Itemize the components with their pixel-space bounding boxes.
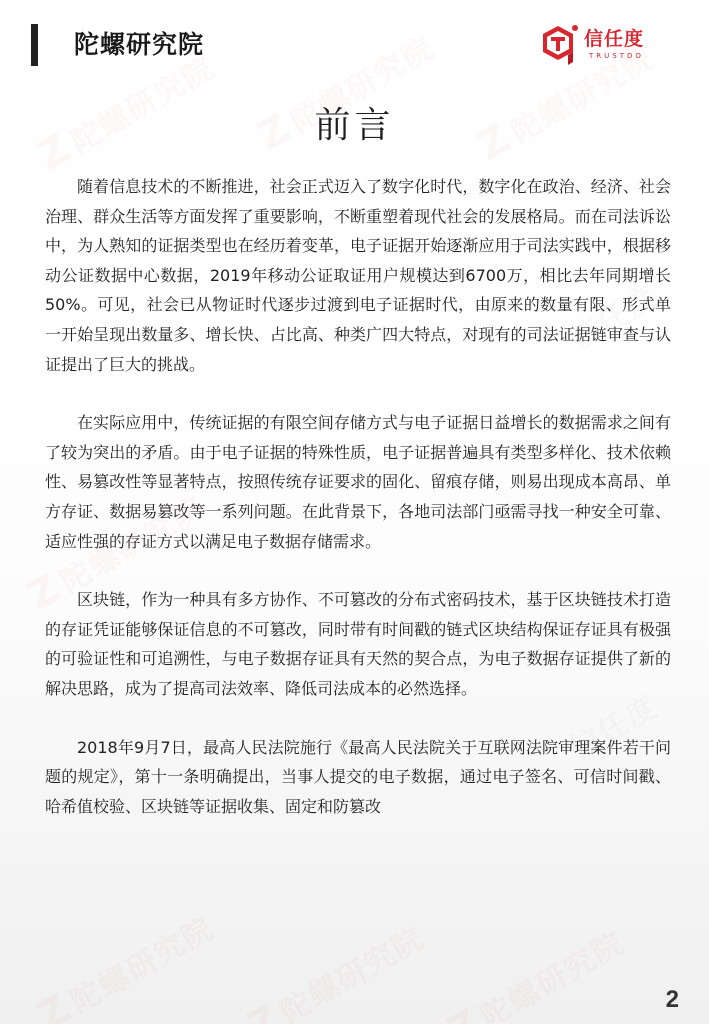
trustdo-logo [540,22,690,72]
page-number: 2 [665,986,679,1013]
paragraph: 在实际应用中，传统证据的有限空间存储方式与电子证据日益增长的数据需求之间有了较为突出的矛盾。由于电子证据的特殊性质，电子证据普遍具有类型多样化、技术依赖性、易篡改性等显著特点，按照传统存证要求的固化、留痕存储，则易出现成本高昂、单方存证、数据易篡改等一系列问题。在此背景下，各地司法部门亟需寻找一种安全可靠、适应性强的存证方式以满足电子数据存储需求。 [45,413,671,551]
watermark-text [440,917,632,1024]
watermark-text [240,912,432,1024]
document-body [45,172,671,850]
page-header [0,0,709,80]
watermark-text: 信任度 [564,688,665,768]
paragraph: 区块链，作为一种具有多方协作、不可篡改的分布式密码技术，基于区块链技术打造的存证凭证能够保证信息的不可篡改，同时带有时间戳的链式区块结构保证存证具有极强的可验证性和可追溯性，与电子数据存证具有天然的契合点，为电子数据存证提供了新的解决思路，成为了提高司法效率、降低司法成本的必然选择。 [45,590,671,698]
header-accent-bar [31,24,38,66]
logo-subtitle: TRUSTDO [589,52,644,60]
paragraph: 随着信息技术的不断推进，社会正式迈入了数字化时代，数字化在政治、经济、社会治理、群众生活等方面发挥了重要影响，不断重塑着现代社会的发展格局。而在司法诉讼中，为人熟知的证据类型也在经历着变革，电子证据开始逐渐应用于司法实践中，根据移动公证数据中心数据，2019年移动公证取证用户规模达到6700万，相比去年同期增长50%。可见，社会已从物证时代逐步过渡到电子证据时代，由原来的数量有限、形式单一开始呈现出数量多、增长快、占比高、种类广四大特点，对现有的司法证据链审查与认证提出了巨大的挑战。 [45,177,671,374]
trustdo-logo-icon [540,22,580,68]
logo-name: 信任度 [584,28,645,50]
watermark-text [30,902,222,1024]
watermark-text: 信任度 [564,278,665,358]
brand-name: 陀螺研究院 [74,30,205,59]
page-title: 前言 [314,105,395,146]
paragraph: 2018年9月7日，最高人民法院施行《最高人民法院关于互联网法院审理案件若干问题的规定》，第十一条明确提出，当事人提交的电子数据，通过电子签名、可信时间戳、哈希值校验、区块链等证据收集、固定和防篡改 [45,737,671,816]
